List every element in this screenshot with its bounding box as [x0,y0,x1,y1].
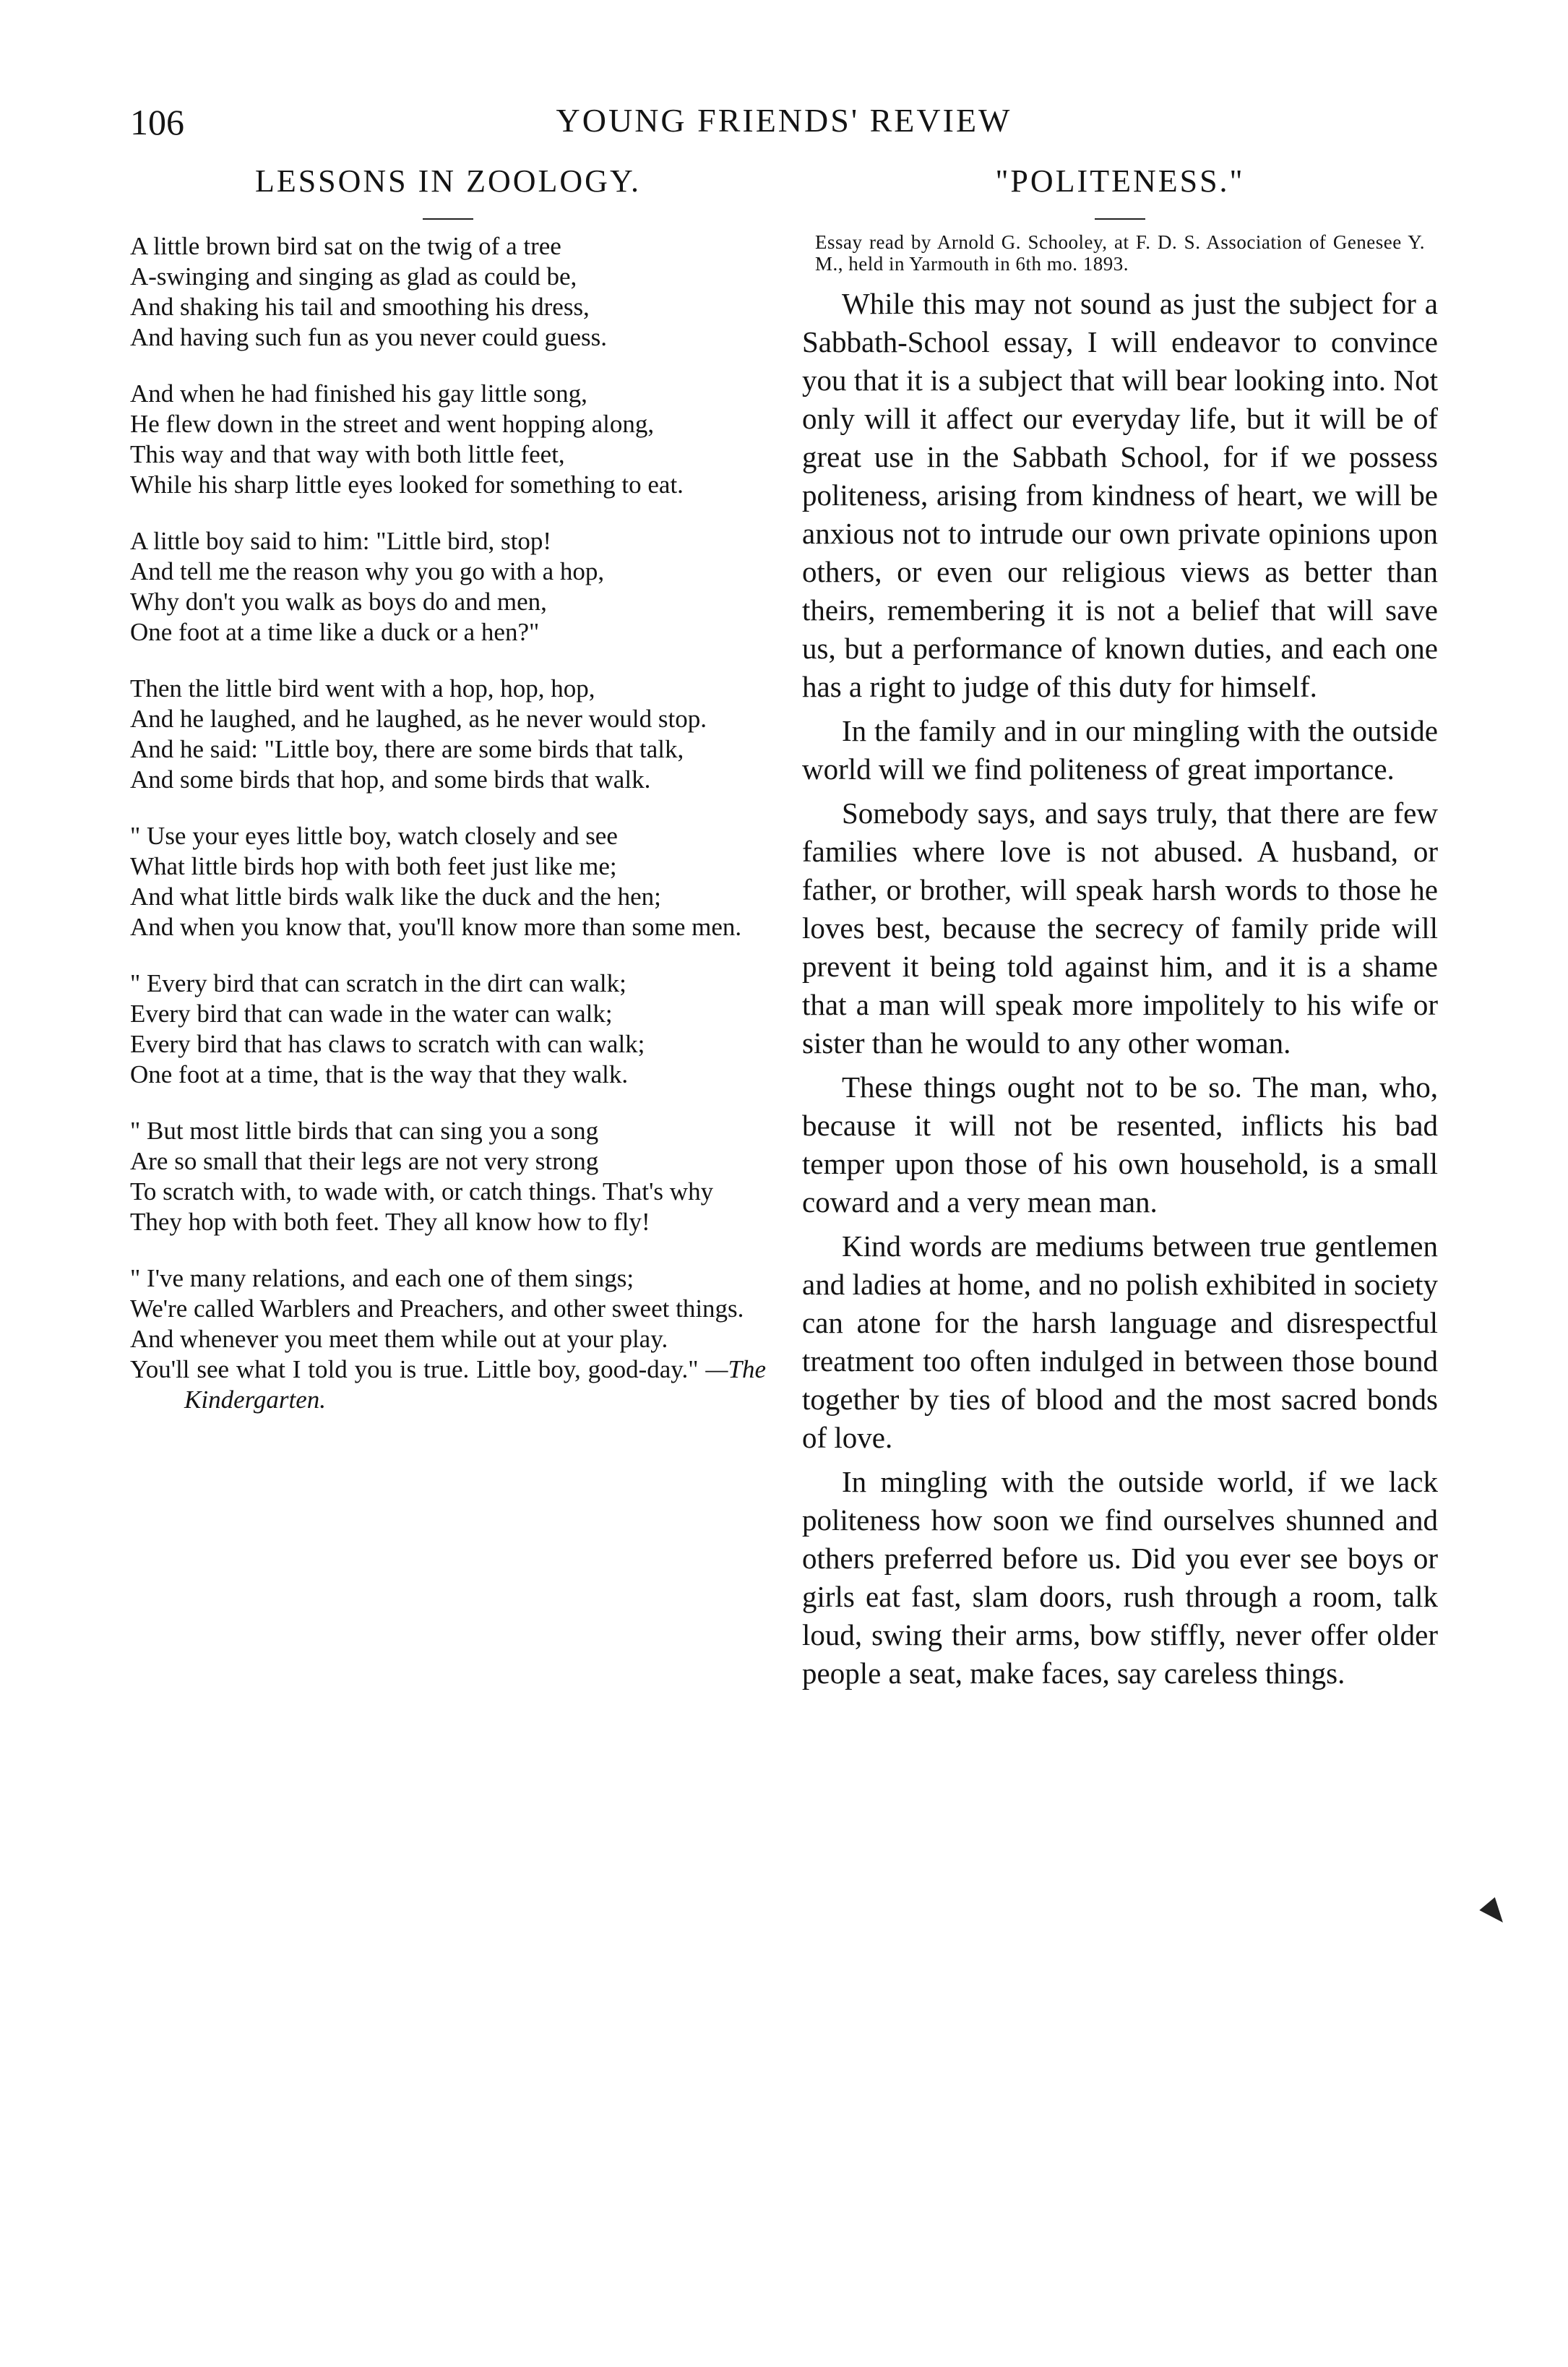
essay-title: "POLITENESS." [995,163,1245,199]
poem-line: And when you know that, you'll know more than some men. [130,913,742,941]
poem-line: A-swinging and singing as glad as could be, [130,262,577,291]
poem-line: And when he had finished his gay little song, [130,379,587,408]
poem-line: Why don't you walk as boys do and men, [130,588,547,616]
poem-line: A little boy said to him: "Little bird, stop! [130,527,552,555]
title-rule [1095,218,1145,220]
poem-line: Every bird that can wade in the water can walk; [130,1000,613,1028]
poem-line: " I've many relations, and each one of them sings; [130,1264,634,1292]
poem-line: And having such fun as you never could guess. [130,323,608,351]
poem-line: What little birds hop with both feet just like me; [130,852,617,880]
poem-line: A little brown bird sat on the twig of a tree [130,232,561,260]
poem-line: " Use your eyes little boy, watch closely and see [130,822,618,850]
essay-byline: Essay read by Arnold G. Schooley, at F. D. S. Association of Genesee Y. M., held in Yarmouth in 6th mo. 1893. [815,231,1425,275]
essay-paragraph: While this may not sound as just the subject for a Sabbath-School essay, I will endeavor to convince you that it is a subject that will bear looking into. Not only will it affect our everyday life, but it will be of great use in the Sabbath School, for if we possess politeness, arising from kindness of heart, we will be anxious not to intrude our own private opinions upon others, or even our religious views as better than theirs, remembering it is not a belief that will save us, but a performance of known duties, and each one has a right to judge of this duty for himself. [802,287,1438,703]
poem-line: And he said: "Little boy, there are some birds that talk, [130,735,684,763]
poem-line: " But most little birds that can sing you a song [130,1117,599,1145]
poem-line: While his sharp little eyes looked for something to eat. [130,471,684,499]
poem-stanza [130,968,766,1090]
poem-stanza [130,1263,766,1415]
poem-line: One foot at a time, that is the way that they walk. [130,1060,629,1088]
essay-column [802,163,1438,1698]
poem-stanza [130,231,766,353]
essay-paragraph: Kind words are mediums between true gentlemen and ladies at home, and no polish exhibited in society can atone for the harsh language and disrespectful treatment too often indulged in between those bound together by ties of blood and the most sacred bonds of love. [802,1229,1438,1454]
poem-attribution: —The Kindergarten. [184,1355,766,1414]
poem-line [130,1354,766,1415]
poem-stanza [130,526,766,648]
essay-paragraph: Somebody says, and says truly, that there are few families where love is not abused. A husband, or father, or brother, will speak harsh words to those he loves best, because the secrecy of family pride will prevent it being told against him, and it is a shame that a man will speak more impolitely to his wife or sister than he would to any other woman. [802,796,1438,1060]
poem-line: Are so small that their legs are not very strong [130,1147,599,1175]
poem-line: To scratch with, to wade with, or catch things. That's why [130,1177,714,1206]
poem-stanza [130,379,766,500]
poem-line: And what little birds walk like the duck and the hen; [130,882,661,911]
poem-line: And tell me the reason why you go with a hop, [130,557,605,585]
poem-line: And he laughed, and he laughed, as he never would stop. [130,705,707,733]
page-header [0,101,1568,152]
essay-paragraph: In mingling with the outside world, if we lack politeness how soon we find ourselves shunned and others preferred before us. Did you ever see boys or girls eat fast, slam doors, rush through a room, talk loud, swing their arms, bow stiffly, never offer older people a seat, make faces, say careless things. [802,1465,1438,1690]
poem-line: One foot at a time like a duck or a hen?" [130,618,540,646]
poem-stanza [130,821,766,942]
poem-column [130,163,766,1441]
poem-line: They hop with both feet. They all know how to fly! [130,1208,650,1236]
poem-stanza [130,1116,766,1237]
poem-stanza [130,674,766,795]
poem-line: " Every bird that can scratch in the dirt can walk; [130,969,626,997]
poem-line: This way and that way with both little feet, [130,440,565,468]
page-number: 106 [130,102,184,142]
poem-line: And shaking his tail and smoothing his dress, [130,293,590,321]
poem-line: And whenever you meet them while out at your play. [130,1325,668,1353]
poem-line-text: You'll see what I told you is true. Little boy, good-day." [130,1355,699,1383]
poem-line: And some birds that hop, and some birds that walk. [130,765,651,794]
running-title: YOUNG FRIENDS' REVIEW [556,102,1012,139]
essay-paragraph: In the family and in our mingling with the outside world will we find politeness of great importance. [802,714,1438,786]
essay-paragraph: These things ought not to be so. The man, who, because it will not be resented, inflicts his bad temper upon those of his own household, is a small coward and a very mean man. [802,1070,1438,1219]
poem-line: Every bird that has claws to scratch with can walk; [130,1030,645,1058]
poem-title: LESSONS IN ZOOLOGY. [254,163,642,199]
poem-line: We're called Warblers and Preachers, and other sweet things. [130,1294,744,1323]
essay-body [802,285,1438,1693]
poem-line: He flew down in the street and went hopping along, [130,410,655,438]
pointer-arrow-icon [1479,1897,1510,1929]
title-rule [423,218,473,220]
poem-line: Then the little bird went with a hop, hop, hop, [130,674,595,703]
poem-body [130,231,766,1415]
